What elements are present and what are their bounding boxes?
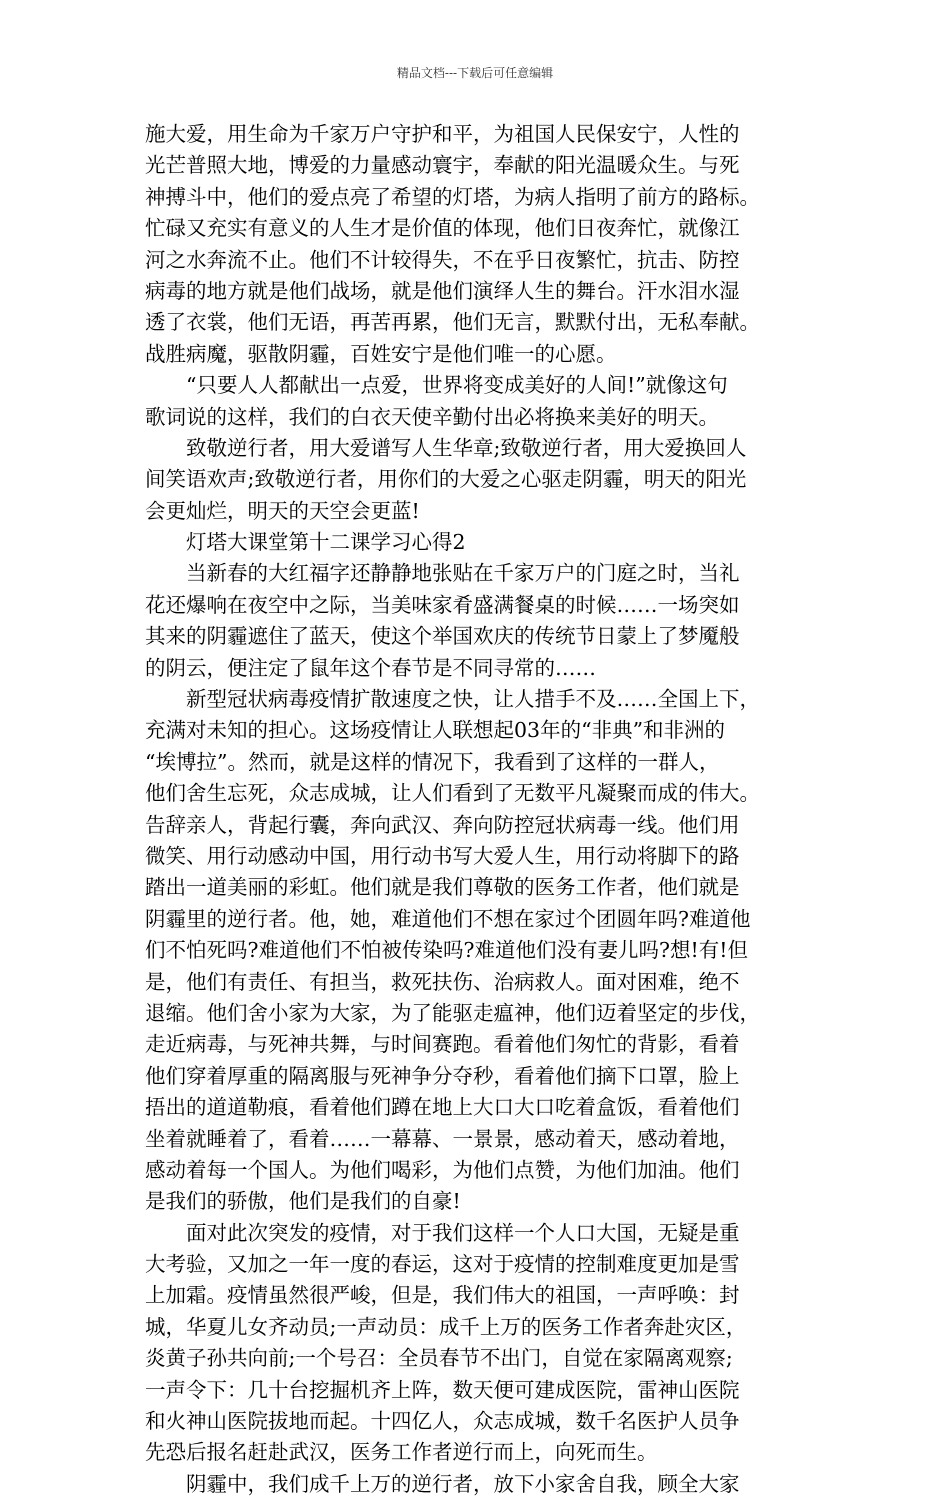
text-line: 感动着每一个国人。为他们喝彩，为他们点赞，为他们加油。他们	[145, 1157, 740, 1182]
text-line: 先恐后报名赶赴武汉，医务工作者逆行而上，向死而生。	[145, 1440, 658, 1465]
text-line: 微笑、用行动感动中国，用行动书写大爱人生，用行动将脚下的路	[145, 843, 740, 868]
text-line: 他们舍生忘死，众志成城，让人们看到了无数平凡凝聚而成的伟大。	[145, 781, 760, 806]
text-line: 的阴云，便注定了鼠年这个春节是不同寻常的……	[145, 655, 596, 680]
text-line: 坐着就睡着了，看着……一幕幕、一景景，感动着天，感动着地，	[145, 1126, 740, 1151]
text-line: 上加霜。疫情虽然很严峻，但是，我们伟大的祖国，一声呼唤：封	[145, 1283, 740, 1308]
text-line: 走近病毒，与死神共舞，与时间赛跑。看着他们匆忙的背影，看着	[145, 1032, 740, 1057]
paragraph-first-line: 阴霾中，我们成千上万的逆行者，放下小家舍自我，顾全大家	[186, 1471, 740, 1496]
text-line: 河之水奔流不止。他们不计较得失，不在乎日夜繁忙，抗击、防控	[145, 247, 740, 272]
text-line: 炎黄子孙共向前;一个号召：全员春节不出门，自觉在家隔离观察;	[145, 1346, 733, 1371]
paragraph-first-line: “只要人人都献出一点爱，世界将变成美好的人间!”就像这句	[186, 373, 728, 398]
text-line: 歌词说的这样，我们的白衣天使辛勤付出必将换来美好的明天。	[145, 404, 719, 429]
text-line: 们不怕死吗?难道他们不怕被传染吗?难道他们没有妻儿吗?想!有!但	[145, 938, 748, 963]
paragraph-first-line: 新型冠状病毒疫情扩散速度之快，让人措手不及……全国上下，	[186, 687, 760, 712]
text-line: 战胜病魔，驱散阴霾，百姓安宁是他们唯一的心愿。	[145, 341, 617, 366]
document-body	[145, 119, 825, 1500]
text-line: 退缩。他们舍小家为大家，为了能驱走瘟神，他们迈着坚定的步伐，	[145, 1000, 760, 1025]
text-line: 一声令下：几十台挖掘机齐上阵，数天便可建成医院，雷神山医院	[145, 1377, 740, 1402]
text-line: 会更灿烂，明天的天空会更蓝!	[145, 498, 420, 523]
paragraph-first-line: 当新春的大红福字还静静地张贴在千家万户的门庭之时，当礼	[186, 561, 740, 586]
text-line: 捂出的道道勒痕，看着他们蹲在地上大口大口吃着盒饭，看着他们	[145, 1095, 740, 1120]
text-line: 其来的阴霾遮住了蓝天，使这个举国欢庆的传统节日蒙上了梦魇般	[145, 624, 740, 649]
paragraph-first-line: 面对此次突发的疫情，对于我们这样一个人口大国，无疑是重	[186, 1220, 740, 1245]
text-line: 阴霾里的逆行者。他，她，难道他们不想在家过个团圆年吗?难道他	[145, 906, 751, 931]
text-line: 是我们的骄傲，他们是我们的自豪!	[145, 1189, 461, 1214]
text-line: 是，他们有责任、有担当，救死扶伤、治病救人。面对困难，绝不	[145, 969, 740, 994]
text-line: 忙碌又充实有意义的人生才是价值的体现，他们日夜奔忙，就像江	[145, 216, 740, 241]
text-line: 透了衣裳，他们无语，再苦再累，他们无言，默默付出，无私奉献。	[145, 310, 760, 335]
text-line: 病毒的地方就是他们战场，就是他们演绎人生的舞台。汗水泪水湿	[145, 278, 740, 303]
text-line: 充满对未知的担心。这场疫情让人联想起03年的“非典”和非洲的	[145, 718, 726, 743]
text-line: 和火神山医院拔地而起。十四亿人，众志成城，数千名医护人员争	[145, 1409, 740, 1434]
text-line: 告辞亲人，背起行囊，奔向武汉、奔向防控冠状病毒一线。他们用	[145, 812, 740, 837]
text-line: 神搏斗中，他们的爱点亮了希望的灯塔，为病人指明了前方的路标。	[145, 184, 760, 209]
page-header: 精品文档---下载后可任意编辑	[396, 66, 554, 80]
text-line: 施大爱，用生命为千家万户守护和平，为祖国人民保安宁，人性的	[145, 122, 740, 146]
text-line: 花还爆响在夜空中之际，当美味家肴盛满餐桌的时候……一场突如	[145, 592, 740, 617]
paragraph-first-line: 致敬逆行者，用大爱谱写人生华章;致敬逆行者，用大爱换回人	[186, 435, 747, 460]
text-line: 间笑语欢声;致敬逆行者，用你们的大爱之心驱走阴霾，明天的阳光	[145, 467, 747, 492]
text-line: 他们穿着厚重的隔离服与死神争分夺秒，看着他们摘下口罩，脸上	[145, 1063, 740, 1088]
text-line: 光芒普照大地，博爱的力量感动寰宇，奉献的阳光温暖众生。与死	[145, 153, 740, 178]
text-line: 城，华夏儿女齐动员;一声动员：成千上万的医务工作者奔赴灾区，	[145, 1314, 747, 1339]
text-line: 大考验，又加之一年一度的春运，这对于疫情的控制难度更加是雪	[145, 1252, 740, 1277]
text-line: 踏出一道美丽的彩虹。他们就是我们尊敬的医务工作者，他们就是	[145, 875, 740, 900]
text-line: “埃博拉”。然而，就是这样的情况下，我看到了这样的一群人，	[145, 749, 720, 774]
paragraph-first-line: 灯塔大课堂第十二课学习心得2	[186, 530, 466, 555]
